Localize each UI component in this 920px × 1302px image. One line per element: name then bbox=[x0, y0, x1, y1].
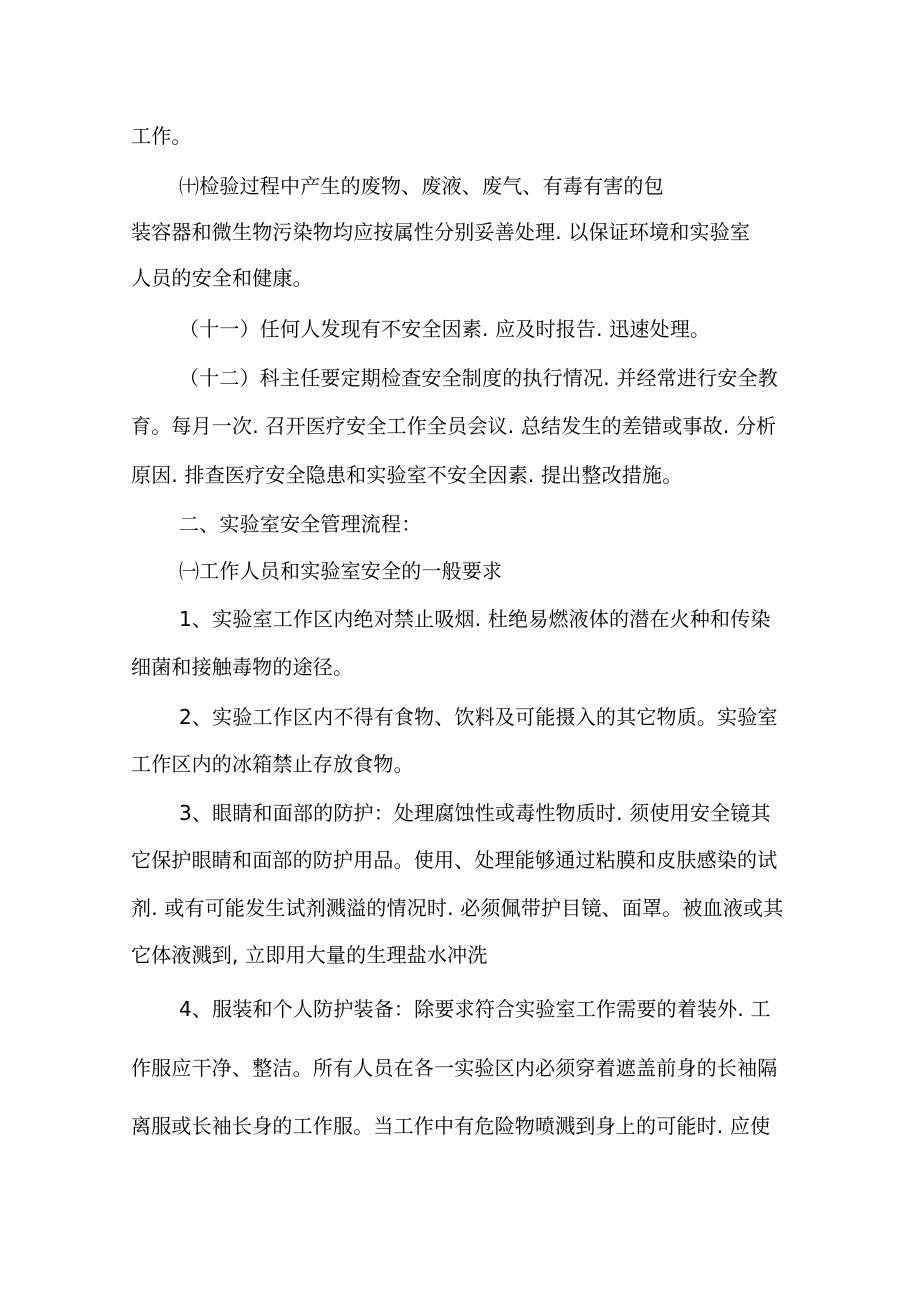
text-line-13: 2、实验工作区内不得有食物、饮料及可能摄入的其它物质。实验室 bbox=[179, 705, 778, 729]
text-line-20: 作服应干净、整洁。所有人员在各一实验区内必须穿着遮盖前身的长袖隔 bbox=[131, 1056, 778, 1080]
text-line-18: 它体液溅到, 立即用大量的生理盐水冲洗 bbox=[131, 943, 488, 967]
text-line-7: 育。每月一次. 召开医疗安全工作全员会议. 总结发生的差错或事故. 分析 bbox=[131, 414, 777, 438]
text-line-5: （十一）任何人发现有不安全因素. 应及时报告. 迅速处理。 bbox=[179, 317, 711, 341]
text-line-8: 原因. 排查医疗安全隐患和实验室不安全因素. 提出整改措施。 bbox=[131, 463, 683, 487]
text-line-19: 4、服装和个人防护装备：除要求符合实验室工作需要的着装外. 工 bbox=[179, 997, 771, 1021]
text-line-21: 离服或长袖长身的工作服。当工作中有危险物喷溅到身上的可能时. 应使 bbox=[131, 1114, 771, 1138]
text-line-16: 它保护眼睛和面部的防护用品。使用、处理能够通过粘膜和皮肤感染的试 bbox=[131, 848, 778, 872]
text-line-15: 3、眼睛和面部的防护：处理腐蚀性或毒性物质时. 须使用安全镜其 bbox=[179, 801, 771, 825]
text-line-14: 工作区内的冰箱禁止存放食物。 bbox=[131, 752, 414, 776]
subsection-heading: ㈠工作人员和实验室安全的一般要求 bbox=[179, 559, 503, 583]
text-line-11: 1、实验室工作区内绝对禁止吸烟. 杜绝易燃液体的潜在火种和传染 bbox=[179, 607, 771, 631]
text-line-2: ㈩检验过程中产生的废物、废液、废气、有毒有害的包 bbox=[179, 174, 664, 198]
text-line-4: 人员的安全和健康。 bbox=[131, 266, 313, 290]
section-heading: 二、实验室安全管理流程： bbox=[179, 512, 422, 536]
text-line-17: 剂. 或有可能发生试剂溅溢的情况时. 必须佩带护目镜、面罩。被血液或其 bbox=[131, 896, 784, 920]
text-line-3: 装容器和微生物污染物均应按属性分别妥善处理. 以保证环境和实验室 bbox=[131, 220, 751, 244]
text-line-6: （十二）科主任要定期检查安全制度的执行情况. 并经常进行安全教 bbox=[179, 366, 778, 390]
text-line-12: 细菌和接触毒物的途径。 bbox=[131, 655, 354, 679]
text-line-1: 工作。 bbox=[131, 124, 192, 148]
